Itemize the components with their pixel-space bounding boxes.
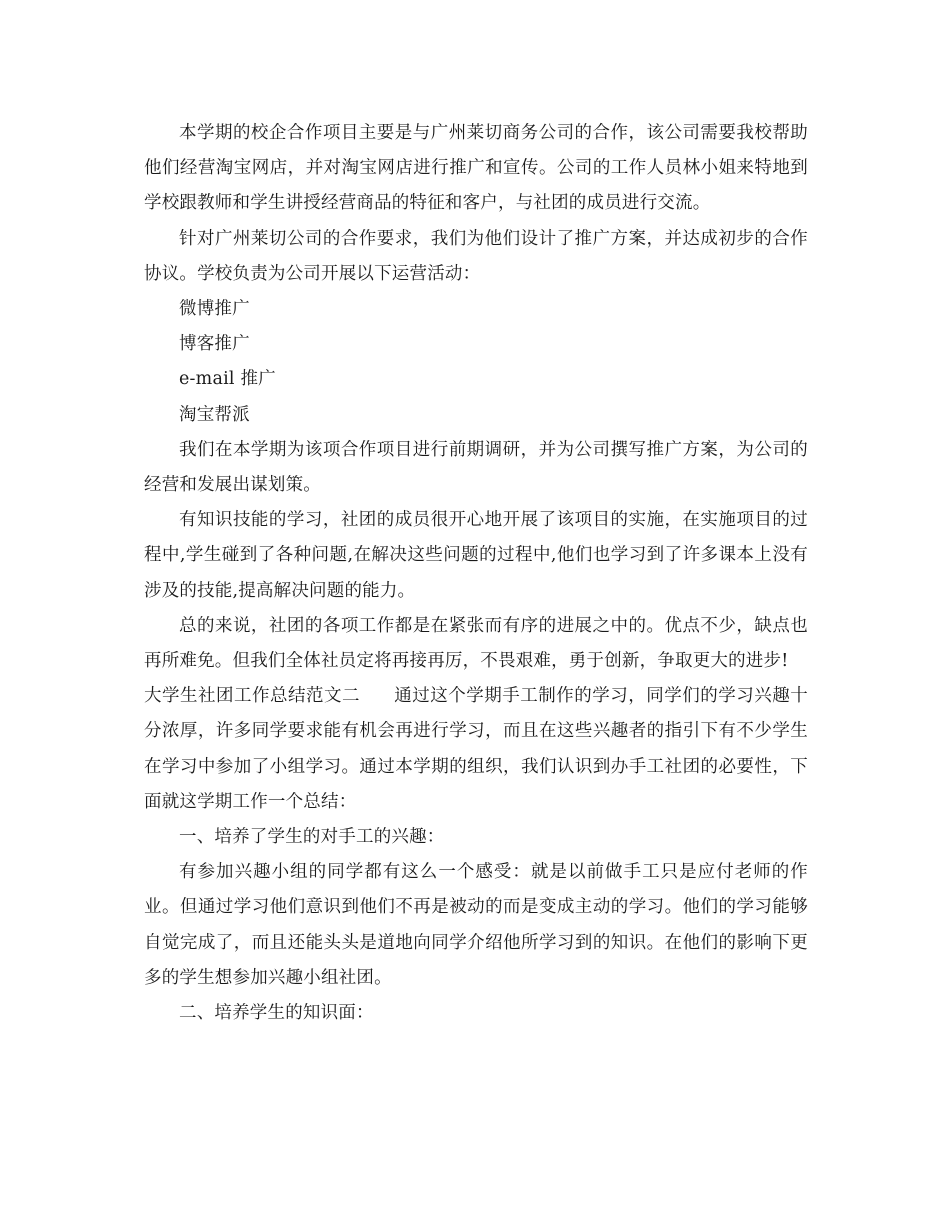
section-title: 大学生社团工作总结范文二 — [144, 686, 360, 707]
list-item-taobao: 淘宝帮派 — [179, 404, 250, 425]
paragraph-interest: 有参加兴趣小组的同学都有这么一个感受：就是以前做手工只是应付老师的作业。但通过学习他们意识到他们不再是被动的而是变成主动的学习。他们的学习能够自觉完成了，而且还能头头是道地向同学介绍他所学习到的知识。在他们的影响下更多的学生想参加兴趣小组社团。 — [144, 862, 808, 988]
list-item-email: e-mail 推广 — [179, 369, 276, 390]
paragraph-research: 我们在本学期为该项合作项目进行前期调研，并为公司撰写推广方案，为公司的经营和发展出谋划策。 — [144, 439, 808, 496]
paragraph-promotion-plan: 针对广州莱切公司的合作要求，我们为他们设计了推广方案，并达成初步的合作协议。学校负责为公司开展以下运营活动： — [144, 228, 808, 284]
section-intro: 通过这个学期手工制作的学习，同学们的学习兴趣十分浓厚，许多同学要求能有机会再进行学习，而且在这些兴趣者的指引下有不少学生在学习中参加了小组学习。通过本学期的组织，我们认识到办手工社团的必要性，下面就这学期工作一个总结： — [144, 686, 808, 812]
list-item-blog: 博客推广 — [179, 334, 250, 355]
section-two — [144, 679, 808, 820]
document-body — [144, 116, 808, 1031]
heading-interest: 一、培养了学生的对手工的兴趣： — [179, 827, 445, 848]
paragraph-cooperation-project: 本学期的校企合作项目主要是与广州莱切商务公司的合作，该公司需要我校帮助他们经营淘宝网店，并对淘宝网店进行推广和宣传。公司的工作人员林小姐来特地到学校跟教师和学生讲授经营商品的特征和客户，与社团的成员进行交流。 — [144, 123, 808, 214]
heading-knowledge: 二、培养学生的知识面： — [179, 1003, 374, 1024]
paragraph-summary: 总的来说，社团的各项工作都是在紧张而有序的进展之中的。优点不少，缺点也再所难免。但我们全体社员定将再接再厉，不畏艰难，勇于创新，争取更大的进步! — [144, 615, 808, 672]
list-item-weibo: 微博推广 — [179, 299, 250, 320]
paragraph-skills: 有知识技能的学习，社团的成员很开心地开展了该项目的实施，在实施项目的过程中,学生碰到了各种问题,在解决这些问题的过程中,他们也学习到了许多课本上没有涉及的技能,提高解决问题的能力。 — [144, 510, 808, 601]
